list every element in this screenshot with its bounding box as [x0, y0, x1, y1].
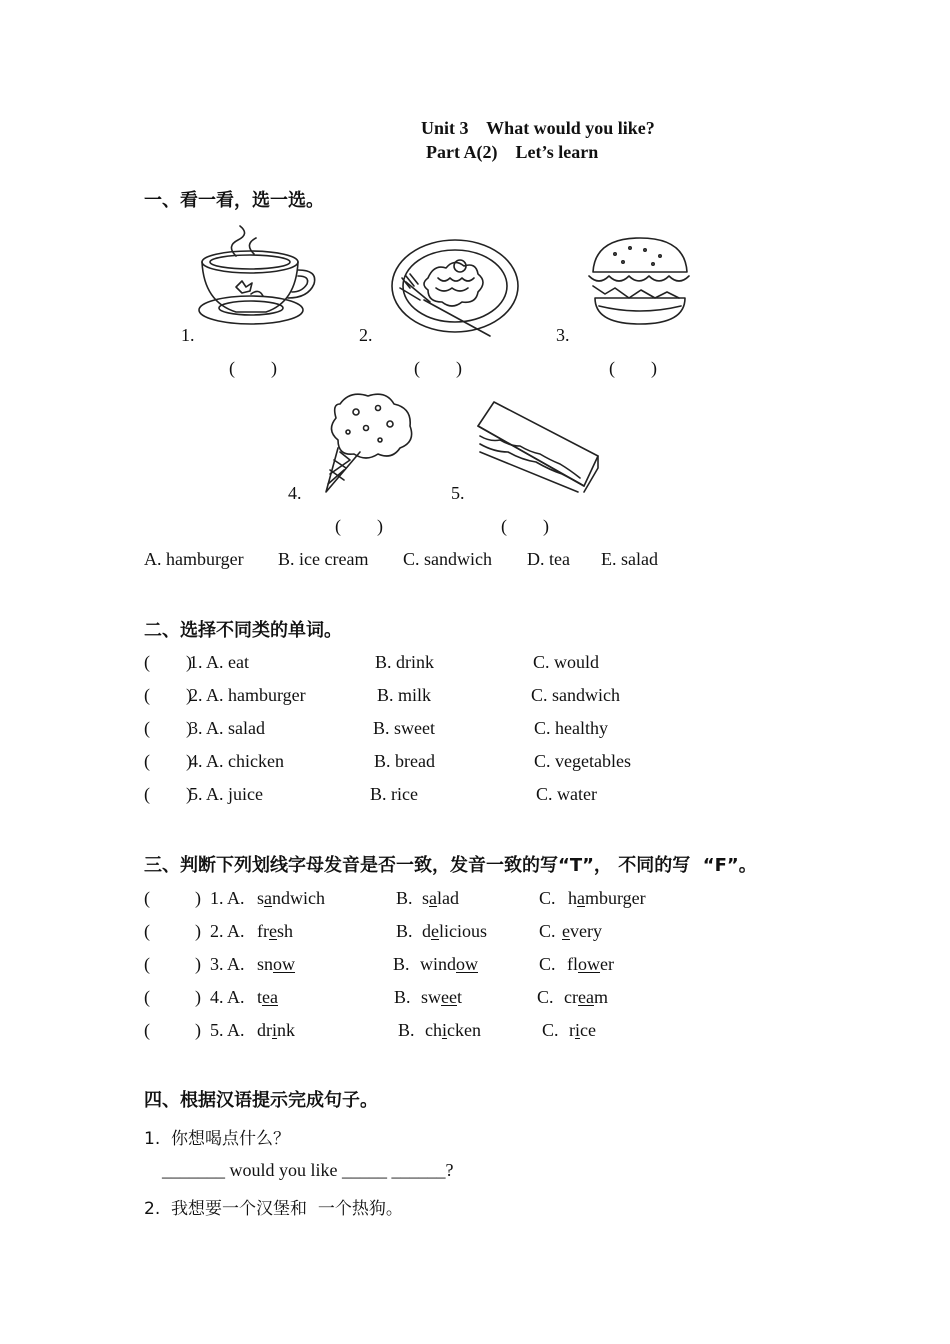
s2-item-a: 4. A. chicken: [189, 751, 284, 771]
s2-answer-paren[interactable]: ( ): [144, 652, 192, 672]
s2-answer-paren[interactable]: ( ): [144, 751, 192, 771]
section-1-heading: 一、看一看，选一选。: [144, 190, 324, 211]
s3-label-b: B.: [393, 954, 410, 974]
s3-item-number: 1. A.: [210, 888, 245, 908]
s3-word-a: snow: [257, 954, 296, 974]
page-subtitle: Part A(2) Let’s learn: [426, 142, 599, 162]
tea-cup-picture: [196, 232, 326, 332]
s2-item-b: B. sweet: [373, 718, 435, 738]
s2-item-c: C. healthy: [534, 718, 608, 738]
s3-item-number: 5. A.: [210, 1020, 245, 1040]
s2-item-a: 2. A. hamburger: [189, 685, 306, 705]
answer-paren-3[interactable]: ( ): [609, 358, 657, 378]
s3-word-c: rice: [569, 1020, 596, 1040]
answer-paren-4[interactable]: ( ): [335, 516, 383, 536]
s3-label-c: C.: [539, 921, 556, 941]
option-e: E. salad: [601, 549, 658, 569]
s2-item-a: 1. A. eat: [189, 652, 249, 672]
s3-label-c: C.: [539, 954, 556, 974]
section-4-heading: 四、根据汉语提示完成句子。: [144, 1090, 378, 1111]
s4-question-1: 1. 你想喝点什么？: [144, 1129, 291, 1149]
section-3-heading: 三、判断下列划线字母发音是否一致，发音一致的写“T”， 不同的写 “F”。: [144, 855, 757, 876]
s2-item-a: 3. A. salad: [189, 718, 265, 738]
s3-word-b: salad: [422, 888, 460, 908]
option-b: B. ice cream: [278, 549, 369, 569]
s2-item-c: C. would: [533, 652, 600, 672]
option-c: C. sandwich: [403, 549, 492, 569]
s3-item-number: 4. A.: [210, 987, 245, 1007]
section-2-heading: 二、选择不同类的单词。: [144, 620, 342, 641]
hamburger-picture: [585, 236, 695, 328]
s3-label-b: B.: [396, 888, 413, 908]
s3-word-b: delicious: [422, 921, 487, 941]
s3-item-number: 3. A.: [210, 954, 245, 974]
picture-5-number: 5.: [451, 483, 465, 503]
picture-2-number: 2.: [359, 325, 373, 345]
s3-answer-paren[interactable]: ( ): [144, 921, 201, 941]
salad-plate-picture: [390, 238, 520, 338]
s3-label-c: C.: [542, 1020, 559, 1040]
s3-word-b: sweet: [421, 987, 463, 1007]
s2-item-c: C. sandwich: [531, 685, 620, 705]
s3-answer-paren[interactable]: ( ): [144, 954, 201, 974]
option-d: D. tea: [527, 549, 570, 569]
answer-paren-5[interactable]: ( ): [501, 516, 549, 536]
s4-question-2: 2. 我想要一个汉堡和 一个热狗。: [144, 1199, 403, 1219]
s2-answer-paren[interactable]: ( ): [144, 718, 192, 738]
s3-word-b: chicken: [425, 1020, 481, 1040]
s4-answer-line-1[interactable]: _______ would you like _____ ______?: [162, 1160, 454, 1180]
picture-4-number: 4.: [288, 483, 302, 503]
s3-answer-paren[interactable]: ( ): [144, 1020, 201, 1040]
s3-word-c: cream: [564, 987, 608, 1007]
s2-item-a: 5. A. juice: [189, 784, 263, 804]
s3-answer-paren[interactable]: ( ): [144, 987, 201, 1007]
picture-1-number: 1.: [181, 325, 195, 345]
s2-answer-paren[interactable]: ( ): [144, 784, 192, 804]
answer-paren-1[interactable]: ( ): [229, 358, 277, 378]
answer-paren-2[interactable]: ( ): [414, 358, 462, 378]
s3-word-c: every: [562, 921, 602, 941]
option-a: A. hamburger: [144, 549, 244, 569]
s2-item-b: B. drink: [375, 652, 435, 672]
s2-item-b: B. rice: [370, 784, 418, 804]
page-title: Unit 3 What would you like?: [421, 118, 655, 138]
s3-word-a: tea: [257, 987, 278, 1007]
s3-label-b: B.: [396, 921, 413, 941]
s2-item-b: B. milk: [377, 685, 432, 705]
s2-item-c: C. water: [536, 784, 597, 804]
s3-word-c: hamburger: [568, 888, 646, 908]
s2-answer-paren[interactable]: ( ): [144, 685, 192, 705]
s2-item-c: C. vegetables: [534, 751, 631, 771]
s3-label-c: C.: [537, 987, 554, 1007]
s3-label-b: B.: [398, 1020, 415, 1040]
s3-label-b: B.: [394, 987, 411, 1007]
s3-label-c: C.: [539, 888, 556, 908]
sandwich-picture: [474, 396, 604, 494]
s2-item-b: B. bread: [374, 751, 435, 771]
s3-word-a: fresh: [257, 921, 294, 941]
s3-word-a: sandwich: [257, 888, 326, 908]
ice-cream-picture: [320, 390, 420, 496]
s3-item-number: 2. A.: [210, 921, 245, 941]
picture-3-number: 3.: [556, 325, 570, 345]
s3-word-c: flower: [567, 954, 614, 974]
s3-word-a: drink: [257, 1020, 296, 1040]
s3-answer-paren[interactable]: ( ): [144, 888, 201, 908]
s3-word-b: window: [420, 954, 478, 974]
